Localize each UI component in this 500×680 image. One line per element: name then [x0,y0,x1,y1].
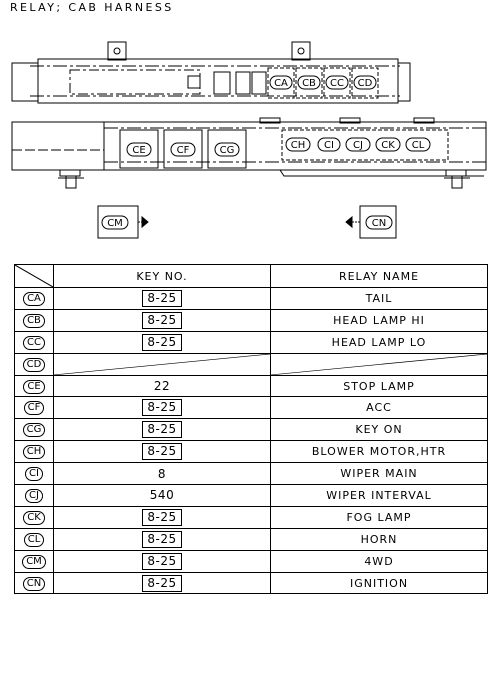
relay-id-cell [15,506,54,528]
key-no-cell [54,463,271,485]
key-no-cell [54,419,271,441]
relay-layout-diagram [0,0,500,262]
relay-name: WIPER MAIN [340,467,418,481]
relay-id-badge: CB [23,314,45,328]
relay-name-cell [271,528,488,550]
relay-name: FOG LAMP [346,510,412,524]
relay-name: TAIL [365,291,393,305]
top-left-bracket [12,63,38,101]
key-no-cell [54,331,271,353]
table-row [15,309,488,331]
key-no-cell [54,441,271,463]
relay-name-cell [271,375,488,397]
relay-name: KEY ON [355,423,403,437]
table-row [15,288,488,310]
relay-name-cell [271,353,488,375]
relay-id-cell [15,353,54,375]
relay-name-cell [271,397,488,419]
relay-label-cf: CF [176,145,190,156]
relay-name-cell [271,309,488,331]
table-row [15,331,488,353]
relay-label-ce: CE [132,145,146,156]
key-number: 8-25 [142,334,181,351]
relay-id-badge: CL [24,533,45,547]
relay-name-cell [271,419,488,441]
key-no-cell [54,528,271,550]
key-no-cell [54,485,271,507]
top-mount-tab-right [292,42,310,60]
relay-name: STOP LAMP [343,379,415,393]
key-number: 8-25 [142,290,181,307]
relay-name: HORN [360,532,398,546]
table-row [15,397,488,419]
key-number: 8-25 [142,509,181,526]
page-title: RELAY; CAB HARNESS [10,1,174,14]
table-row [15,441,488,463]
relay-id-cell [15,397,54,419]
table-row [15,572,488,594]
relay-label-cl: CL [411,140,425,151]
key-number: 8-25 [142,553,181,570]
key-number: 8-25 [142,399,181,416]
relay-label-cm: CM [107,218,123,229]
key-number: 540 [149,488,175,503]
key-no-cell [54,550,271,572]
relay-id-badge: CC [23,336,45,350]
table-row [15,353,488,375]
key-no-cell [54,353,271,375]
relay-name: WIPER INTERVAL [326,488,432,502]
table-row [15,419,488,441]
relay-label-cb: CB [302,78,316,89]
relay-label-cj: CJ [353,140,363,151]
relay-name: HEAD LAMP LO [331,335,427,349]
relay-label-ca: CA [274,78,288,89]
relay-id-badge: CK [23,511,45,525]
relay-name: ACC [366,401,392,415]
table-row [15,463,488,485]
arrow-left-icon [346,217,352,227]
relay-id-cell [15,463,54,485]
relay-label-cd: CD [357,78,373,89]
relay-label-ck: CK [381,140,395,151]
relay-id-cell [15,550,54,572]
relay-id-badge: CN [23,577,45,591]
top-mount-tab-left [108,42,126,60]
relay-id-badge: CJ [25,489,43,503]
relay-id-badge: CM [22,555,46,569]
key-no-cell [54,572,271,594]
key-no-cell [54,506,271,528]
relay-name: IGNITION [349,576,409,590]
relay-id-cell [15,528,54,550]
key-number: 8-25 [142,575,181,592]
relay-name-cell [271,288,488,310]
relay-id-cell [15,309,54,331]
arrow-right-icon [142,217,148,227]
table-row [15,528,488,550]
relay-id-badge: CH [23,445,46,459]
relay-id-cell [15,288,54,310]
key-no-header: KEY NO. [54,265,271,288]
table-corner-cell [15,265,54,288]
relay-name: BLOWER MOTOR,HTR [311,445,447,459]
relay-label-cn: CN [371,218,387,229]
key-number: 22 [153,379,171,393]
relay-name-cell [271,331,488,353]
relay-label-cg: CG [219,145,235,156]
relay-id-badge: CG [23,423,46,437]
relay-label-ci: CI [324,140,334,151]
relay-label-cc: CC [330,78,344,89]
top-right-bracket [398,63,410,101]
relay-name-cell [271,485,488,507]
key-no-cell [54,288,271,310]
relay-id-cell [15,441,54,463]
key-no-cell [54,397,271,419]
relay-id-cell [15,572,54,594]
relay-id-cell [15,485,54,507]
table-row [15,485,488,507]
table-row [15,550,488,572]
relay-name-header: RELAY NAME [271,265,488,288]
relay-id-cell [15,331,54,353]
relay-id-badge: CA [23,292,45,306]
key-number: 8-25 [142,312,181,329]
table-header-row [15,265,488,288]
table-row [15,375,488,397]
key-number: 8-25 [142,443,181,460]
relay-id-badge: CD [23,358,46,372]
relay-label-ch: CH [290,140,306,151]
table-row [15,506,488,528]
key-no-cell [54,309,271,331]
relay-name-cell [271,506,488,528]
relay-id-badge: CI [25,467,43,481]
relay-name-cell [271,572,488,594]
relay-id-cell [15,419,54,441]
relay-id-cell [15,375,54,397]
key-number: 8-25 [142,421,181,438]
relay-key-table [14,264,488,594]
relay-id-badge: CE [23,380,44,394]
relay-id-badge: CF [24,401,45,415]
relay-name-cell [271,463,488,485]
key-number: 8 [157,466,167,481]
relay-name-cell [271,550,488,572]
key-number: 8-25 [142,531,181,548]
relay-name-cell [271,441,488,463]
key-no-cell [54,375,271,397]
relay-name: 4WD [364,554,394,568]
relay-name: HEAD LAMP HI [333,313,425,327]
